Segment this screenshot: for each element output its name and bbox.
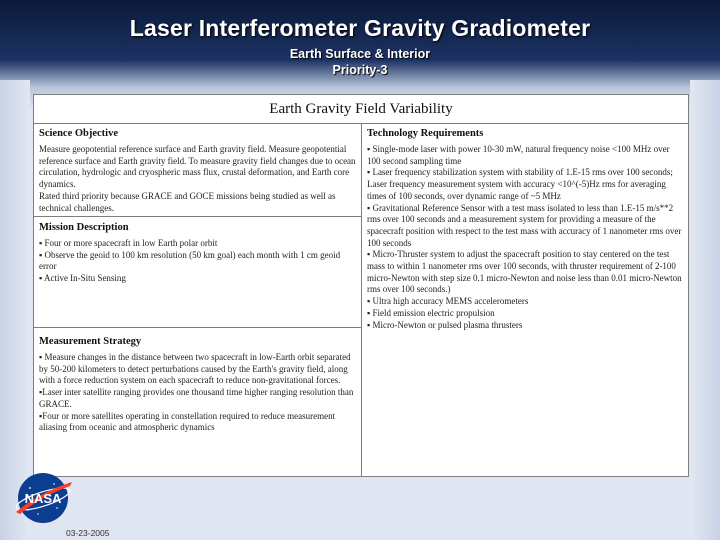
- row-divider-2: [34, 327, 361, 328]
- column-divider: [361, 123, 362, 476]
- slide-title: Laser Interferometer Gravity Gradiometer: [129, 15, 591, 41]
- slide-subtitle: [0, 46, 720, 78]
- slide-header: [0, 0, 720, 90]
- mission-description-list: [39, 238, 357, 285]
- mission-description-section: [39, 221, 357, 285]
- list-item: ▪Four or more satellites operating in constellation required to reduce measurement aliasing from oceanic and atmospheric dynamics: [39, 410, 336, 433]
- technology-requirements-list: [367, 144, 683, 331]
- slide-date: 03-23-2005: [66, 528, 110, 538]
- list-item: ▪ Micro-Thruster system to adjust the spacecraft position to stay centered on the test mass to within 1 nanometer rms over 100 seconds, with thruster requirement of 2-100 micro-Newton with step size 0.1 micro-Newton and noise less than 0.01 micro-Newton rms over 100 seconds.): [367, 249, 682, 295]
- science-objective-priority-text: Rated third priority because GRACE and GOCE missions being studied as well as technical challenges.: [39, 190, 336, 213]
- list-item: ▪ Observe the geoid to 100 km resolution (50 km goal) each month with 1 cm geoid error: [39, 249, 341, 272]
- list-item: ▪ Single-mode laser with power 10-30 mW, natural frequency noise <100 MHz over 100 second sampling time: [367, 144, 670, 166]
- nasa-logo-text: NASA: [24, 491, 62, 506]
- list-item: ▪ Ultra high accuracy MEMS accelerometers: [367, 296, 529, 307]
- measurement-strategy-section: [39, 335, 357, 434]
- nasa-logo-icon: [10, 470, 76, 526]
- subtitle-line-2: Priority-3: [332, 63, 388, 77]
- list-item: ▪ Four or more spacecraft in low Earth polar orbit: [39, 238, 218, 248]
- technology-requirements-heading: Technology Requirements: [367, 128, 484, 139]
- list-item: ▪ Gravitational Reference Sensor with a test mass isolated to less than 1.E-15 m/s**2 rms over 100 seconds and a measurement system for providing a measure of the spacecraft position with respect to the test mass with accuracy of 1 nanometer rms over 100 seconds: [367, 202, 682, 248]
- list-item: ▪ Micro-Newton or pulsed plasma thrusters: [367, 319, 523, 330]
- list-item: ▪ Laser frequency stabilization system with stability of 1.E-15 rms over 100 seconds; Laser frequency measurement system with accuracy <10^(-5)Hz rms for averaging times of 100 seconds, over dynamic range of ~5 MHz: [367, 167, 673, 201]
- list-item: ▪Laser inter satellite ranging provides one thousand time higher ranging resolution than GRACE.: [39, 387, 354, 409]
- science-objective-section: [39, 127, 357, 214]
- measurement-strategy-list: [39, 352, 357, 434]
- science-objective-text: Measure geopotential reference surface and Earth gravity field. Measure geopotential reference surface and Earth gravity field. To measure gravity field changes due to ocean circulation, hydrologic and cryospheric mass flux, crustal deformation, and Earth core dynamics.: [39, 144, 356, 190]
- table-title: Earth Gravity Field Variability: [34, 95, 688, 124]
- list-item: ▪ Active In-Situ Sensing: [39, 273, 126, 284]
- measurement-strategy-heading: Measurement Strategy: [39, 336, 142, 347]
- row-divider-1: [34, 216, 361, 217]
- subtitle-line-1: Earth Surface & Interior: [289, 47, 431, 61]
- list-item: ▪ Field emission electric propulsion: [367, 307, 495, 318]
- background-right-panel: [690, 80, 720, 540]
- mission-description-heading: Mission Description: [39, 222, 129, 233]
- list-item: ▪ Measure changes in the distance between two spacecraft in low-Earth orbit separated by 50-200 kilometers to detect perturbations caused by the Earth's gravity field, along with a force reduction system on each spacecraft to reduce non-gravitational forces.: [39, 352, 351, 386]
- technology-requirements-section: [367, 127, 683, 331]
- science-objective-heading: Science Objective: [39, 128, 119, 139]
- content-table: [33, 94, 689, 477]
